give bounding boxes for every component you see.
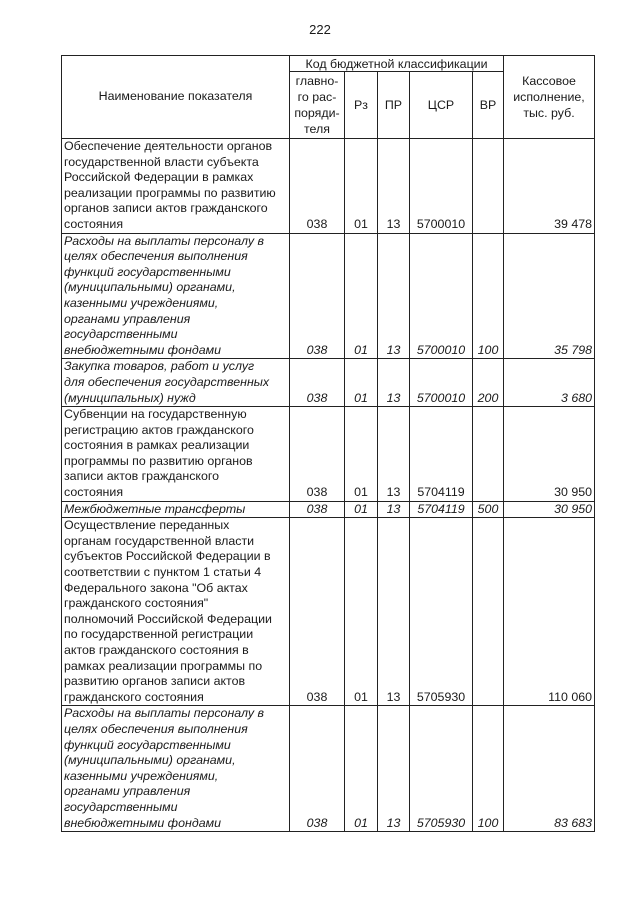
cell-rz: 01 <box>345 501 378 518</box>
header-name: Наименование показателя <box>62 56 290 139</box>
cell-rz: 01 <box>345 706 378 832</box>
row-name: Расходы на выплаты персоналу в целях обеспечения выполнения функций государственными (муниципальными) органами, казенными учреждениями, органами управления государственными внебюджетными фондами <box>62 706 290 832</box>
cell-rz: 01 <box>345 407 378 502</box>
cell-vr: 100 <box>473 706 504 832</box>
cell-csr: 5704119 <box>410 501 473 518</box>
cell-grbs: 038 <box>290 233 345 359</box>
cell-amount: 83 683 <box>504 706 595 832</box>
table-row <box>62 139 595 234</box>
cell-pr: 13 <box>378 407 410 502</box>
cell-amount: 110 060 <box>504 518 595 706</box>
header-vr: ВР <box>473 72 504 139</box>
cell-amount: 39 478 <box>504 139 595 234</box>
row-name: Субвенции на государственную регистрацию актов гражданского состояния в рамках реализации программы по развитию органов записи актов гражданского состояния <box>62 407 290 502</box>
cell-grbs: 038 <box>290 407 345 502</box>
cell-grbs: 038 <box>290 706 345 832</box>
header-amount: Кассовое исполнение, тыс. руб. <box>504 56 595 139</box>
cell-grbs: 038 <box>290 501 345 518</box>
table-row <box>62 501 595 518</box>
cell-pr: 13 <box>378 706 410 832</box>
row-name: Обеспечение деятельности органов государственной власти субъекта Российской Федерации в рамках реализации программы по развитию органов записи актов гражданского состояния <box>62 139 290 234</box>
cell-vr <box>473 518 504 706</box>
row-name: Закупка товаров, работ и услуг для обеспечения государственных (муниципальных) нужд <box>62 359 290 407</box>
header-grbs: главно- го рас- поряди- теля <box>290 72 345 139</box>
cell-pr: 13 <box>378 359 410 407</box>
header-csr: ЦСР <box>410 72 473 139</box>
cell-vr: 500 <box>473 501 504 518</box>
cell-rz: 01 <box>345 518 378 706</box>
cell-csr: 5704119 <box>410 407 473 502</box>
cell-pr: 13 <box>378 233 410 359</box>
cell-pr: 13 <box>378 501 410 518</box>
cell-csr: 5700010 <box>410 139 473 234</box>
row-name: Межбюджетные трансферты <box>62 501 290 518</box>
row-name: Осуществление переданных органам государственной власти субъектов Российской Федерации в соответствии с пунктом 1 статьи 4 Федерального закона "Об актах гражданского состояния" полномочий Российской Федерации по государственной регистрации актов гражданского состояния в рамках реализации программы по развитию органов записи актов гражданского состояния <box>62 518 290 706</box>
table-row <box>62 706 595 832</box>
cell-vr: 200 <box>473 359 504 407</box>
cell-amount: 30 950 <box>504 407 595 502</box>
cell-rz: 01 <box>345 139 378 234</box>
cell-csr: 5700010 <box>410 233 473 359</box>
table-row <box>62 407 595 502</box>
cell-csr: 5705930 <box>410 706 473 832</box>
cell-rz: 01 <box>345 233 378 359</box>
cell-amount: 30 950 <box>504 501 595 518</box>
budget-table <box>61 55 595 832</box>
cell-csr: 5705930 <box>410 518 473 706</box>
cell-pr: 13 <box>378 139 410 234</box>
cell-vr <box>473 407 504 502</box>
header-rz: Рз <box>345 72 378 139</box>
cell-grbs: 038 <box>290 518 345 706</box>
cell-pr: 13 <box>378 518 410 706</box>
cell-amount: 35 798 <box>504 233 595 359</box>
table-header <box>62 56 595 139</box>
cell-grbs: 038 <box>290 139 345 234</box>
cell-vr <box>473 139 504 234</box>
cell-rz: 01 <box>345 359 378 407</box>
header-pr: ПР <box>378 72 410 139</box>
cell-amount: 3 680 <box>504 359 595 407</box>
cell-grbs: 038 <box>290 359 345 407</box>
table-row <box>62 518 595 706</box>
page-number: 222 <box>309 22 331 37</box>
table-row <box>62 359 595 407</box>
header-code-group: Код бюджетной классификации <box>290 56 504 72</box>
row-name: Расходы на выплаты персоналу в целях обеспечения выполнения функций государственными (муниципальными) органами, казенными учреждениями, органами управления государственными внебюджетными фондами <box>62 233 290 359</box>
cell-csr: 5700010 <box>410 359 473 407</box>
cell-vr: 100 <box>473 233 504 359</box>
table-row <box>62 233 595 359</box>
